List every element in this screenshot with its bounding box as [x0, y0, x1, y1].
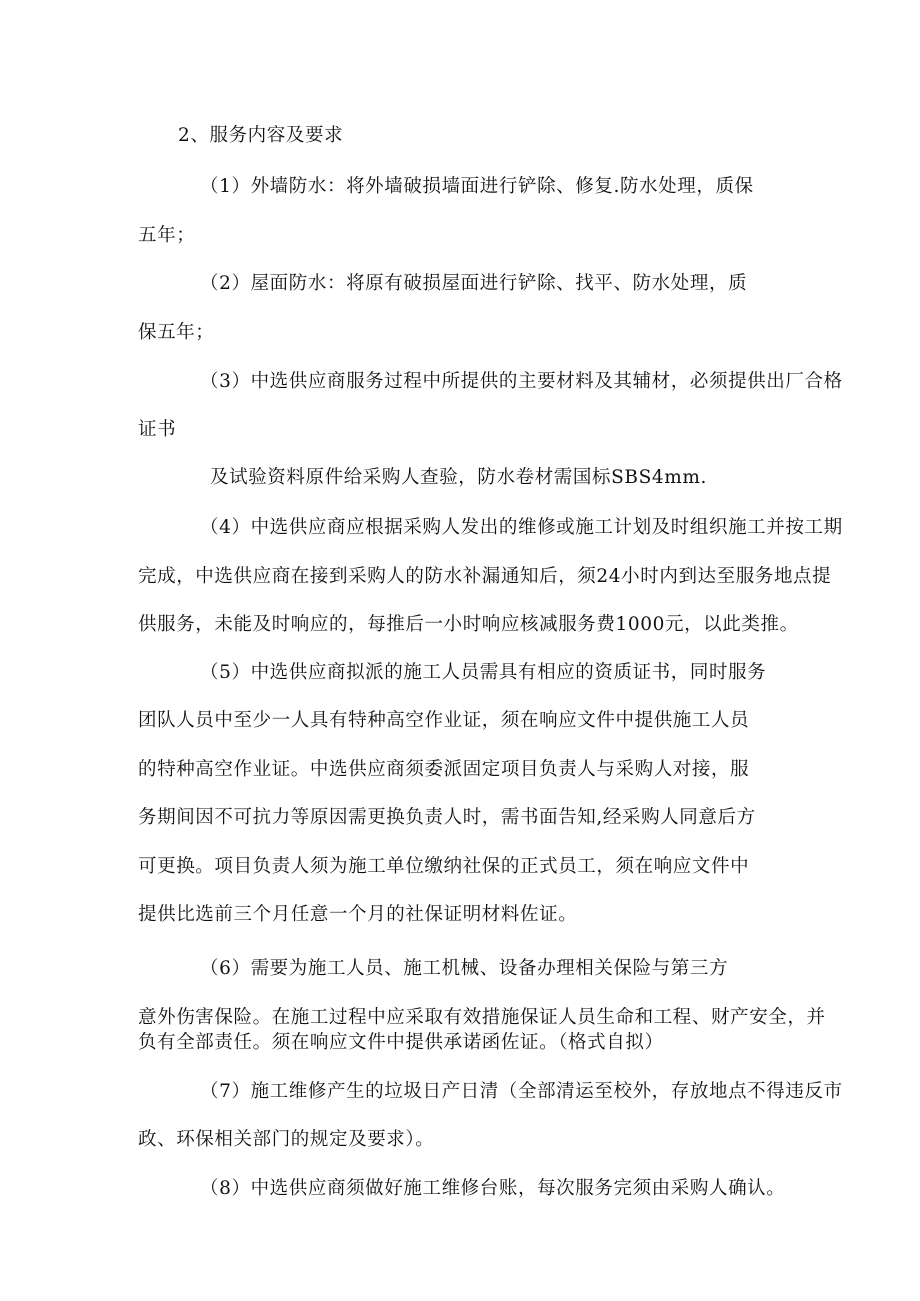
- item-6-line-1: （6）需要为施工人员、施工机械、设备办理相关保险与第三方: [200, 958, 729, 979]
- item-5-line-1: （5）中选供应商拟派的施工人员需具有相应的资质证书，同时服务: [200, 662, 767, 683]
- item-5-line-3: 的特种高空作业证。中选供应商须委派固定项目负责人与采购人对接，服: [138, 759, 750, 780]
- section-heading: 2、服务内容及要求: [178, 125, 344, 146]
- item-5-line-4: 务期间因不可抗力等原因需更换负责人时，需书面告知,经采购人同意后方: [138, 807, 756, 828]
- item-6-line-2: 意外伤害保险。在施工过程中应采取有效措施保证人员生命和工程、财产安全，并: [138, 1007, 826, 1028]
- item-1-line-1: （1）外墙防水：将外墙破损墙面进行铲除、修复.防水处理，质保: [200, 176, 754, 197]
- item-7-line-2: 政、环保相关部门的规定及要求）。: [138, 1129, 435, 1150]
- item-5-line-5: 可更换。项目负责人须为施工单位缴纳社保的正式员工，须在响应文件中: [138, 856, 750, 877]
- item-4-line-3: 供服务，未能及时响应的，每推后一小时响应核减服务费1000元，以此类推。: [138, 614, 799, 635]
- item-7-line-1: （7）施工维修产生的垃圾日产日清（全部清运至校外，存放地点不得违反市: [200, 1081, 843, 1102]
- item-2-line-2: 保五年；: [138, 322, 215, 343]
- item-5-line-6: 提供比选前三个月任意一个月的社保证明材料佐证。: [138, 904, 578, 925]
- item-2-line-1: （2）屋面防水：将原有破损屋面进行铲除、找平、防水处理，质: [200, 273, 748, 294]
- item-1-line-2: 五年；: [138, 225, 196, 246]
- item-3-line-2: 证书: [138, 419, 177, 440]
- item-3-line-3: 及试验资料原件给采购人查验，防水卷材需国标SBS4mm.: [210, 467, 707, 488]
- item-6-line-3: 负有全部责任。须在响应文件中提供承诺函佐证。（格式自拟）: [138, 1032, 664, 1053]
- item-3-line-1: （3）中选供应商服务过程中所提供的主要材料及其辅材，必须提供出厂合格: [200, 371, 843, 392]
- item-5-line-2: 团队人员中至少一人具有特种高空作业证，须在响应文件中提供施工人员: [138, 710, 750, 731]
- item-4-line-1: （4）中选供应商应根据采购人发出的维修或施工计划及时组织施工并按工期: [200, 517, 843, 538]
- item-4-line-2: 完成，中选供应商在接到采购人的防水补漏通知后，须24小时内到达至服务地点提: [138, 566, 832, 587]
- item-8-line-1: （8）中选供应商须做好施工维修台账，每次服务完须由采购人确认。: [200, 1178, 786, 1199]
